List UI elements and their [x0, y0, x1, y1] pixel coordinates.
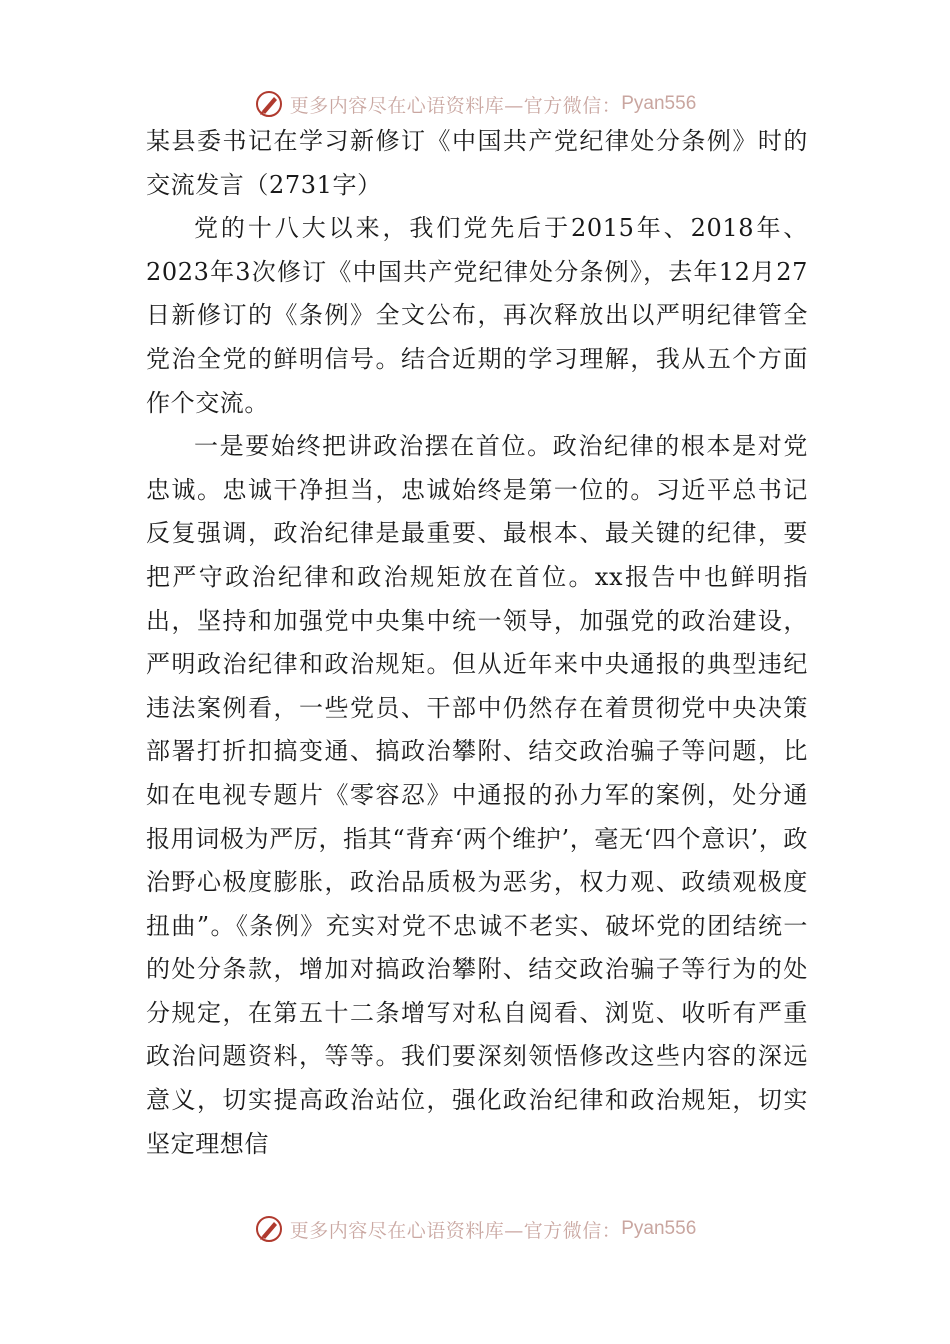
watermark-id: Pyan556 — [621, 93, 697, 114]
pen-logo-icon — [254, 1214, 284, 1244]
watermark-banner-bottom — [0, 1211, 950, 1247]
watermark-banner-top — [0, 86, 950, 122]
watermark-text: 更多内容尽在心语资料库—官方微信： — [289, 94, 622, 117]
document-title: 某县委书记在学习新修订《中国共产党纪律处分条例》时的交流发言（2731字） — [146, 127, 808, 199]
watermark-text: 更多内容尽在心语资料库—官方微信： — [289, 1219, 622, 1242]
pen-logo-icon — [254, 89, 284, 119]
paragraph-point-one: 一是要始终把讲政治摆在首位。政治纪律的根本是对党忠诚。忠诚干净担当，忠诚始终是第一位的。习近平总书记反复强调，政治纪律是最重要、最根本、最关键的纪律，要把严守政治纪律和政治规矩放在首位。xx报告中也鲜明指出，坚持和加强党中央集中统一领导，加强党的政治建设，严明政治纪律和政治规矩。但从近年来中央通报的典型违纪违法案例看，一些党员、干部中仍然存在着贯彻党中央决策部署打折扣搞变通、搞政治攀附、结交政治骗子等问题，比如在电视专题片《零容忍》中通报的孙力军的案例，处分通报用词极为严厉，指其“背弃‘两个维护’，毫无‘四个意识’，政治野心极度膨胀，政治品质极为恶劣，权力观、政绩观极度扭曲”。《条例》充实对党不忠诚不老实、破坏党的团结统一的处分条款，增加对搞政治攀附、结交政治骗子等行为的处分规定，在第五十二条增写对私自阅看、浏览、收听有严重政治问题资料，等等。我们要深刻领悟修改这些内容的深远意义，切实提高政治站位，强化政治纪律和政治规矩，切实坚定理想信 — [146, 432, 808, 1158]
watermark-id: Pyan556 — [621, 1218, 697, 1239]
document-body — [146, 120, 808, 1166]
paragraph-intro: 党的十八大以来，我们党先后于2015年、2018年、2023年3次修订《中国共产党纪律处分条例》，去年12月27日新修订的《条例》全文公布，再次释放出以严明纪律管全党治全党的鲜明信号。结合近期的学习理解，我从五个方面作个交流。 — [146, 214, 808, 417]
